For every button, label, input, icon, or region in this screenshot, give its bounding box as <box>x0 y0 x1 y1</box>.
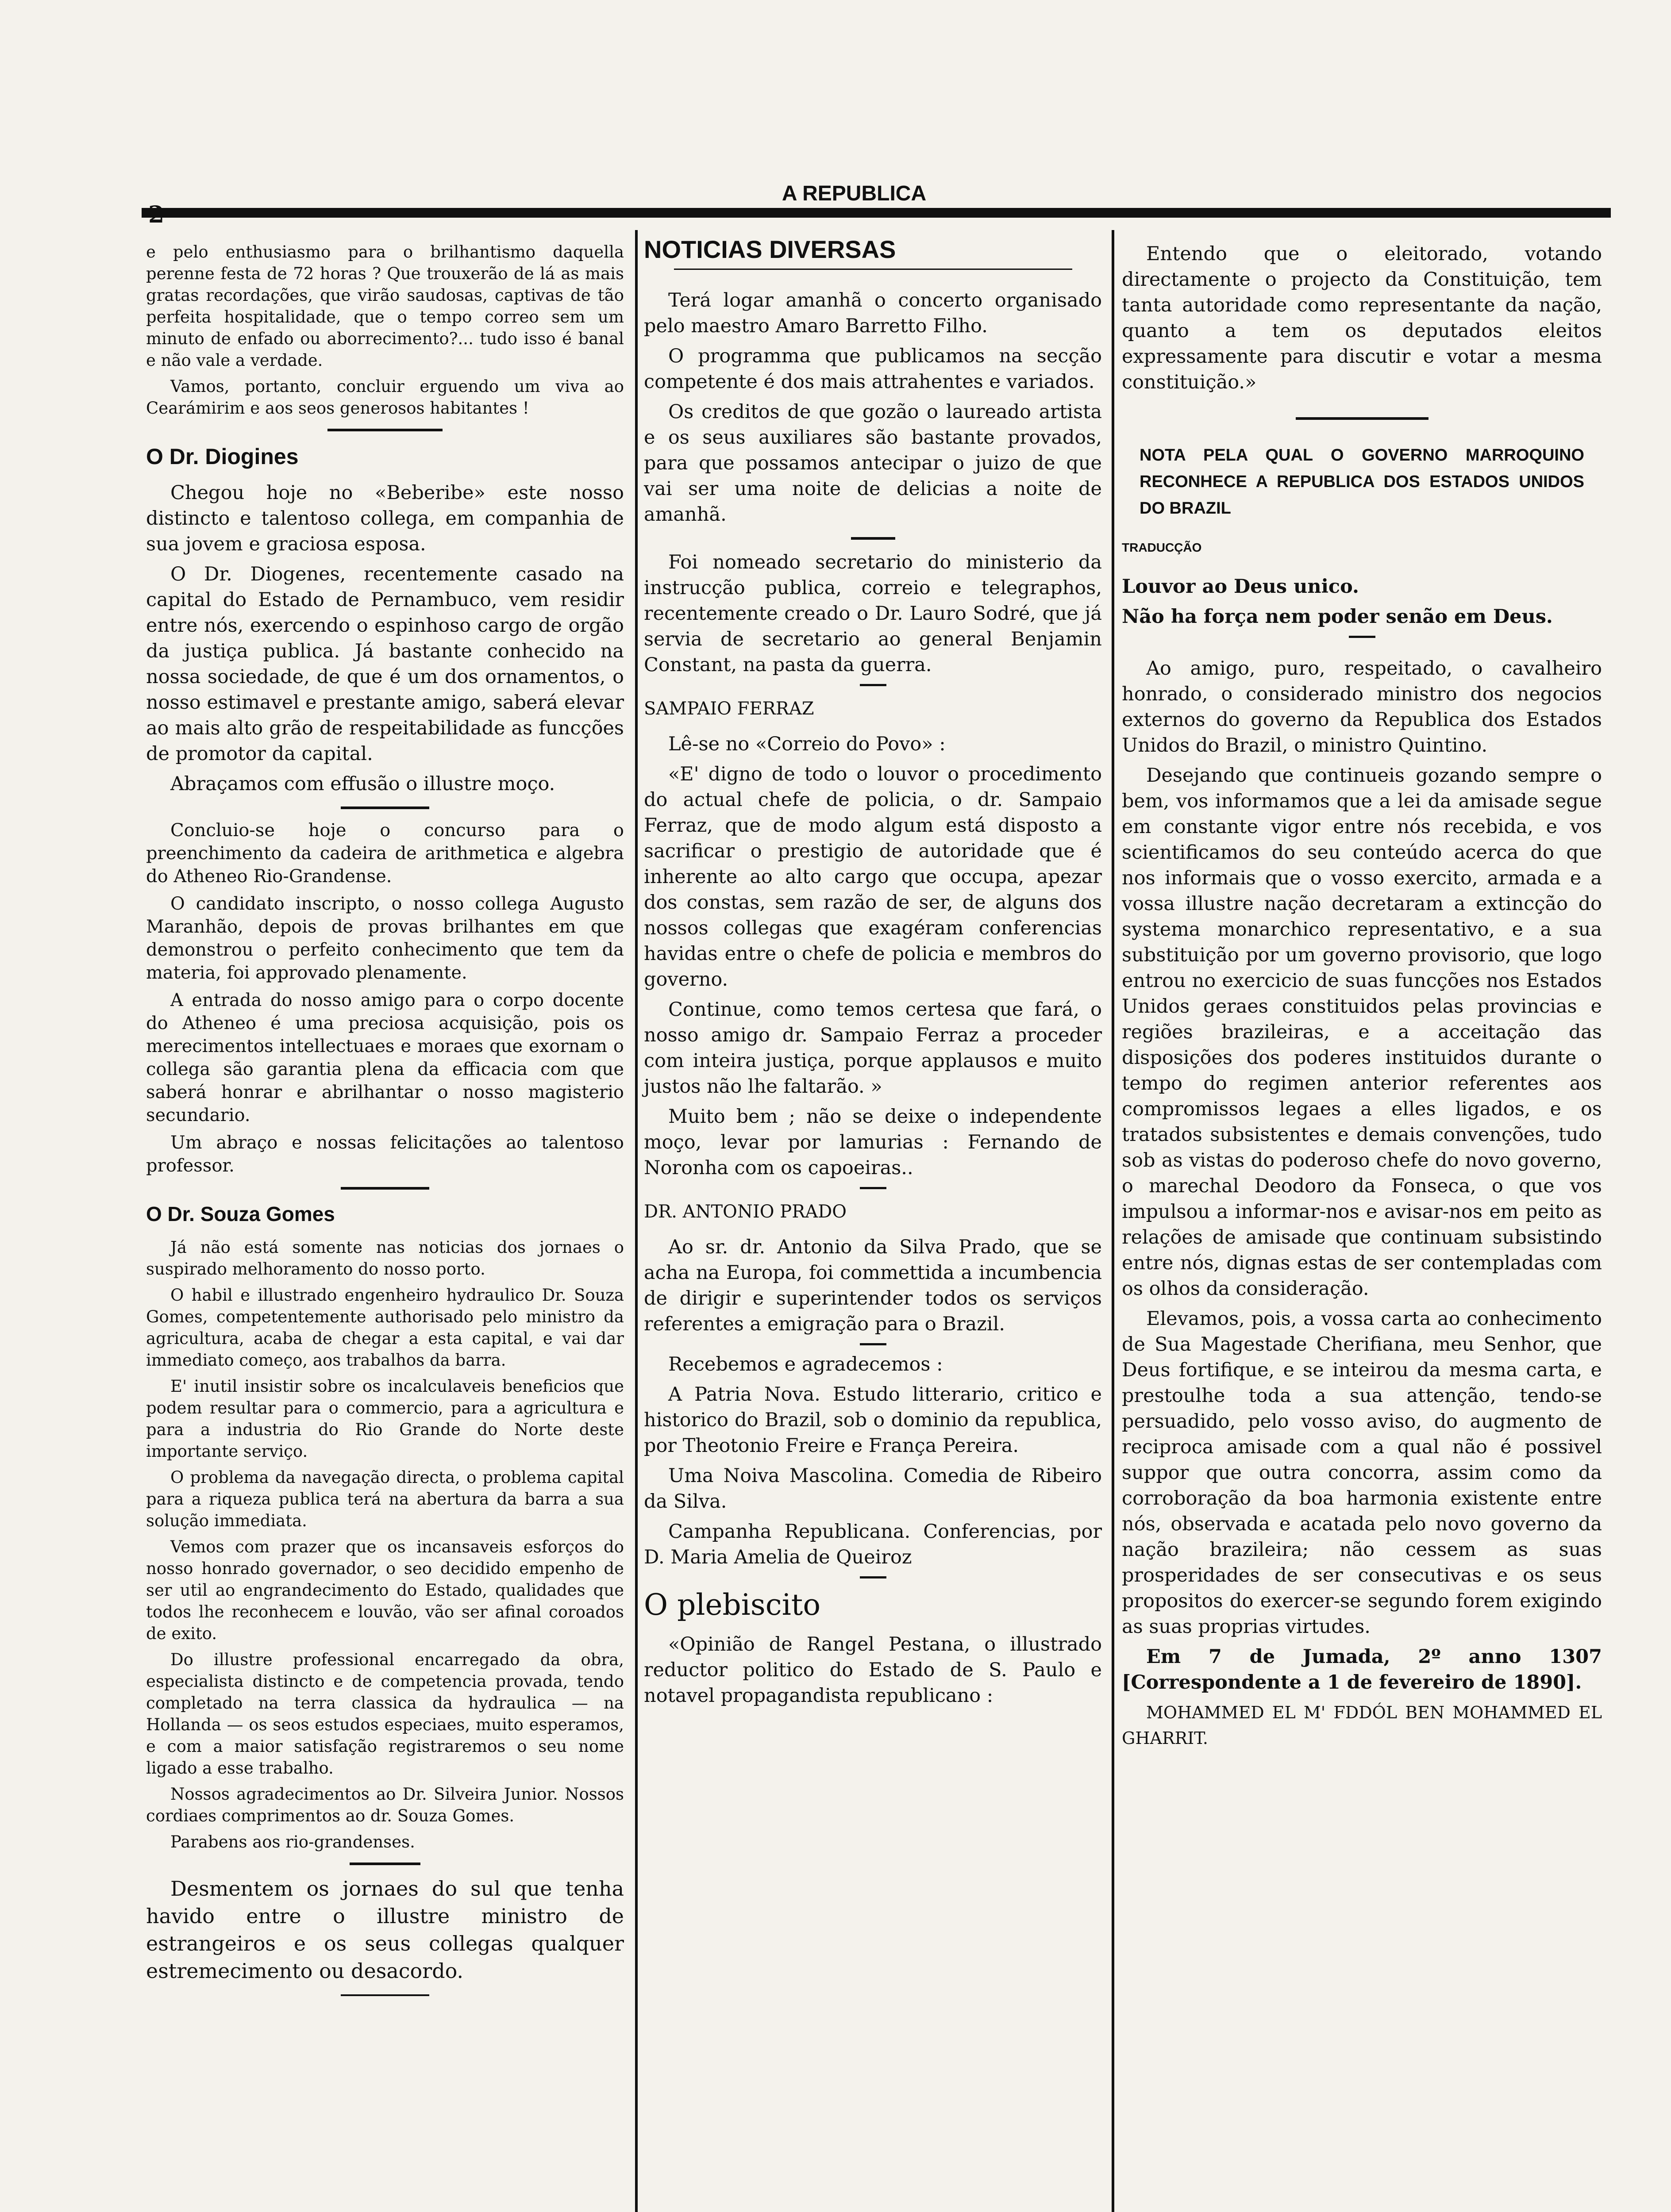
letter-greeting: Ao amigo, puro, respeitado, o cavalheiro honrado, o considerado ministro dos negocios externos do governo da Republica dos Estados Unidos do Brazil, o ministro Quintino. <box>1122 657 1602 757</box>
letter-signature: MOHAMMED EL M' FDDÓL BEN MOHAMMED EL GHARRIT. <box>1122 1703 1602 1748</box>
column-3 <box>1122 241 1602 1755</box>
diogenes-closing: Abraçamos com effusão o illustre moço. <box>170 773 555 795</box>
jornaes-text: Desmentem os jornaes do sul que tenha havido entre o illustre ministro de estrangeiros e os seus collegas qualquer estremecimento ou desacordo. <box>146 1877 624 1983</box>
diogenes-arrival: Chegou hoje no «Beberibe» este nosso distincto e talentoso collega, em companhia de sua jovem e graciosa esposa. <box>146 482 624 555</box>
souza-congrats: Parabens aos rio-grandenses. <box>170 1832 415 1851</box>
letter-date: Em 7 de Jumada, 2º anno 1307 [Correspondente a 1 de fevereiro de 1890]. <box>1122 1646 1602 1694</box>
patria-nova-text: A Patria Nova. Estudo litterario, critico e historico do Brazil, sob o dominio da republica, por Theotonio Freire e França Pereira. <box>644 1383 1102 1457</box>
section-title-noticias: NOTICIAS DIVERSAS <box>644 235 896 263</box>
souza-professional: Do illustre professional encarregado da obra, especialista distincto e de competencia provada, tendo completado na terra classica da hydraulica — na Hollanda — os seos estudos especiaes, muito esperamos, e com a maior satisfação registraremos o seu nome ligado a esse trabalho. <box>146 1650 624 1778</box>
concurso-candidate: O candidato inscripto, o nosso collega Augusto Maranhão, depois de provas brilhantes em que demonstrou o perfeito conhecimento que tem da materia, foi approvado plenamente. <box>146 894 624 983</box>
separator <box>674 269 1072 270</box>
newspaper-title: A REPUBLICA <box>782 182 927 205</box>
concurso-closing: Um abraço e nossas felicitações ao talentoso professor. <box>146 1133 624 1176</box>
sampaio-continue: Continue, como temos certesa que fará, o nosso amigo dr. Sampaio Ferraz a proceder com inteira justiça, porque applausos e muito justos não lhe faltarão. » <box>644 998 1102 1098</box>
secretario-text: Foi nomeado secretario do ministerio da instrucção publica, correio e telegraphos, recentemente creado o Dr. Lauro Sodré, que já servia de secretario ao general Benjamin Constant, na pasta da guerra. <box>644 551 1102 676</box>
prado-title: DR. ANTONIO PRADO <box>644 1202 847 1222</box>
souza-governor: Vemos com prazer que os incansaveis esforços do nosso honrado governador, o seo decidido empenho de ser util ao engrandecimento do Estado, qualidades que todos lhe reconhecem e louvão, vão ser afinal coroados de exito. <box>146 1537 624 1643</box>
louvor-text: Louvor ao Deus unico. <box>1122 576 1359 598</box>
sampaio-source: Lê-se no «Correio do Povo» : <box>668 733 946 755</box>
sampaio-comment: Muito bem ; não se deixe o independente moço, levar por lamurias : Fernando de Noronha com os capoeiras.. <box>644 1106 1102 1179</box>
constituicao-text: Entendo que o eleitorado, votando directamente o projecto da Constituição, tem tanta autoridade como representante da nação, quanto a tem os deputados eleitos expressamente para discutir e votar a mesma constituição.» <box>1122 243 1602 393</box>
separator <box>860 1187 886 1189</box>
diogenes-career: O Dr. Diogenes, recentemente casado na capital do Estado de Pernambuco, vem residir entre nós, exercendo o espinhoso cargo de orgão da justiça publica. Já bastante conhecido na nossa sociedade, de que é um dos ornamentos, o nosso estimavel e prestante amigo, saberá elevar ao mais alto grão de respeitabilidade as funcções de promotor da capital. <box>146 563 624 765</box>
separator <box>851 537 895 540</box>
column-rule-2 <box>1112 230 1114 2212</box>
recebemos-text: Recebemos e agradecemos : <box>668 1353 943 1375</box>
souza-thanks: Nossos agradecimentos ao Dr. Silveira Junior. Nossos cordiaes comprimentos ao dr. Souza Gomes. <box>146 1785 624 1825</box>
souza-navigation: O problema da navegação directa, o problema capital para a riqueza publica terá na abertura da barra a sua solução immediata. <box>146 1468 624 1530</box>
separator <box>341 806 429 809</box>
celebration-text: e pelo enthusiasmo para o brilhantismo daquella perenne festa de 72 horas ? Que trouxerão de lá as mais gratas recordações, que virão saudosas, captivas de tão perfeita hospitalidade, que o tempo correo sem um minuto de enfado ou aborrecimento?... tudo isso é banal e não vale a verdade. <box>146 242 624 370</box>
campanha-text: Campanha Republicana. Conferencias, por D. Maria Amelia de Queiroz <box>644 1521 1102 1568</box>
separator <box>860 1576 886 1578</box>
celebration-closing: Vamos, portanto, concluir erguendo um viva ao Cearámirim e aos seos generosos habitantes ! <box>146 377 624 418</box>
noiva-text: Uma Noiva Mascolina. Comedia de Ribeiro da Silva. <box>644 1465 1102 1513</box>
article-title-souza-gomes: O Dr. Souza Gomes <box>146 1202 335 1225</box>
souza-benefits: E' inutil insistir sobre os incalculaveis beneficios que podem resultar para o commercio, para a agricultura e para a industria do Rio Grande do Norte deste importante serviço. <box>146 1377 624 1461</box>
column-rule-1 <box>635 230 638 2212</box>
creditos-text: Os creditos de que gozão o laureado artista e os seus auxiliares são bastante provados, para que possamos antecipar o juizo de que vai ser uma noite de delicias a noite de amanhã. <box>644 401 1102 526</box>
separator <box>1349 636 1375 638</box>
separator <box>1296 417 1428 420</box>
nota-title: NOTA PELA QUAL O GOVERNO MARROQUINO RECONHECE A REPUBLICA DOS ESTADOS UNIDOS DO BRAZIL <box>1140 446 1584 518</box>
concurso-result: Concluio-se hoje o concurso para o preenchimento da cadeira de arithmetica e algebra do Atheneo Rio-Grandense. <box>146 820 624 887</box>
article-title-diogines: O Dr. Diogines <box>146 444 299 469</box>
separator <box>350 1863 420 1865</box>
sampaio-quote: «E' digno de todo o louvor o procedimento do actual chefe de policia, o dr. Sampaio Ferraz, que de modo algum está disposto a sacrificar o prestigio de autoridade que é inherente ao alto cargo que occupa, apezar dos constas, sem razão de ser, de alguns dos nossos collegas que exagéram conferencias havidas entre o chefe de policia e membros do governo. <box>644 763 1102 991</box>
separator <box>327 429 443 431</box>
column-2 <box>644 235 1102 1713</box>
concerto-text: Terá logar amanhã o concerto organisado pelo maestro Amaro Barretto Filho. <box>644 289 1102 337</box>
souza-port: Já não está somente nas noticias dos jornaes o suspirado melhoramento do nosso porto. <box>146 1238 624 1279</box>
letter-response: Elevamos, pois, a vossa carta ao conhecimento de Sua Magestade Cherifiana, meu Senhor, que Deus fortifique, e se inteirou da mesma carta, e prestoulhe toda a sua attenção, tendo-se persuadido, pelo vosso aviso, do augmento de reciproca amisade com a qual não é possivel suppor que outra concorra, assim como da corroboração da boa harmonia existente entre nós, observada e acatada pelo novo governo da nação brazileira; não cessem as suas prosperidades de ser consecutivas e os seus propositos do exercer-se segundo forem exigindo as suas proprias virtudes. <box>1122 1308 1602 1638</box>
souza-engineer: O habil e illustrado engenheiro hydraulico Dr. Souza Gomes, competentemente authorisado pelo ministro da agricultura, acaba de chegar a esta capital, e vai dar immediato começo, aos trabalhos da barra. <box>146 1286 624 1370</box>
header-rule <box>142 208 1611 218</box>
column-1 <box>146 241 624 2006</box>
prado-text: Ao sr. dr. Antonio da Silva Prado, que se acha na Europa, foi commettida a incumbencia de dirigir e superintender todos os serviços referentes a emigração para o Brazil. <box>644 1236 1102 1335</box>
plebiscito-text: «Opinião de Rangel Pestana, o illustrado reductor politico do Estado de S. Paulo e notavel propagandista republicano : <box>644 1633 1102 1707</box>
separator <box>860 1343 886 1345</box>
forca-text: Não ha força nem poder senão em Deus. <box>1122 606 1553 628</box>
plebiscito-title: O plebiscito <box>644 1588 821 1622</box>
concurso-appointment: A entrada do nosso amigo para o corpo docente do Atheneo é uma preciosa acquisição, pois os merecimentos intellectuaes e moraes que exornam o collega são garantia plena da efficacia com que saberá honrar e abrilhantar o nosso magisterio secundario. <box>146 990 624 1125</box>
sampaio-title: SAMPAIO FERRAZ <box>644 699 814 719</box>
programma-text: O programma que publicamos na secção competente é dos mais attrahentes e variados. <box>644 345 1102 393</box>
separator <box>341 1187 429 1190</box>
separator <box>860 684 886 686</box>
letter-body: Desejando que continueis gozando sempre o bem, vos informamos que a lei da amisade segue em constante vigor entre nós recebida, e vos scientificamos do seu conteúdo acerca do que nos informais que o vosso exercito, armada e a vossa illustre nação decretaram a extincção do systema monarchico representativo, e a sua substituição por um governo provisorio, que logo entrou no exercicio de suas funcções nos Estados Unidos geraes constituidos pelas provincias e regiões brazileiras, e a acceitação das disposições dos poderes instituidos durante o tempo do regimen anterior referentes aos compromissos legaes a elles ligados, e os tratados subsistentes e demais convenções, tudo sob as vistas do poderoso chefe do novo governo, o marechal Deodoro da Fonseca, o que vos impulsou a informar-nos e avisar-nos em peito as relações de amisade que continuam subsistindo entre nós, dignas estas de ser contempladas com os olhos da consideração. <box>1122 764 1602 1300</box>
separator <box>341 1994 429 1996</box>
traducao-label: TRADUCÇÃO <box>1122 541 1202 554</box>
